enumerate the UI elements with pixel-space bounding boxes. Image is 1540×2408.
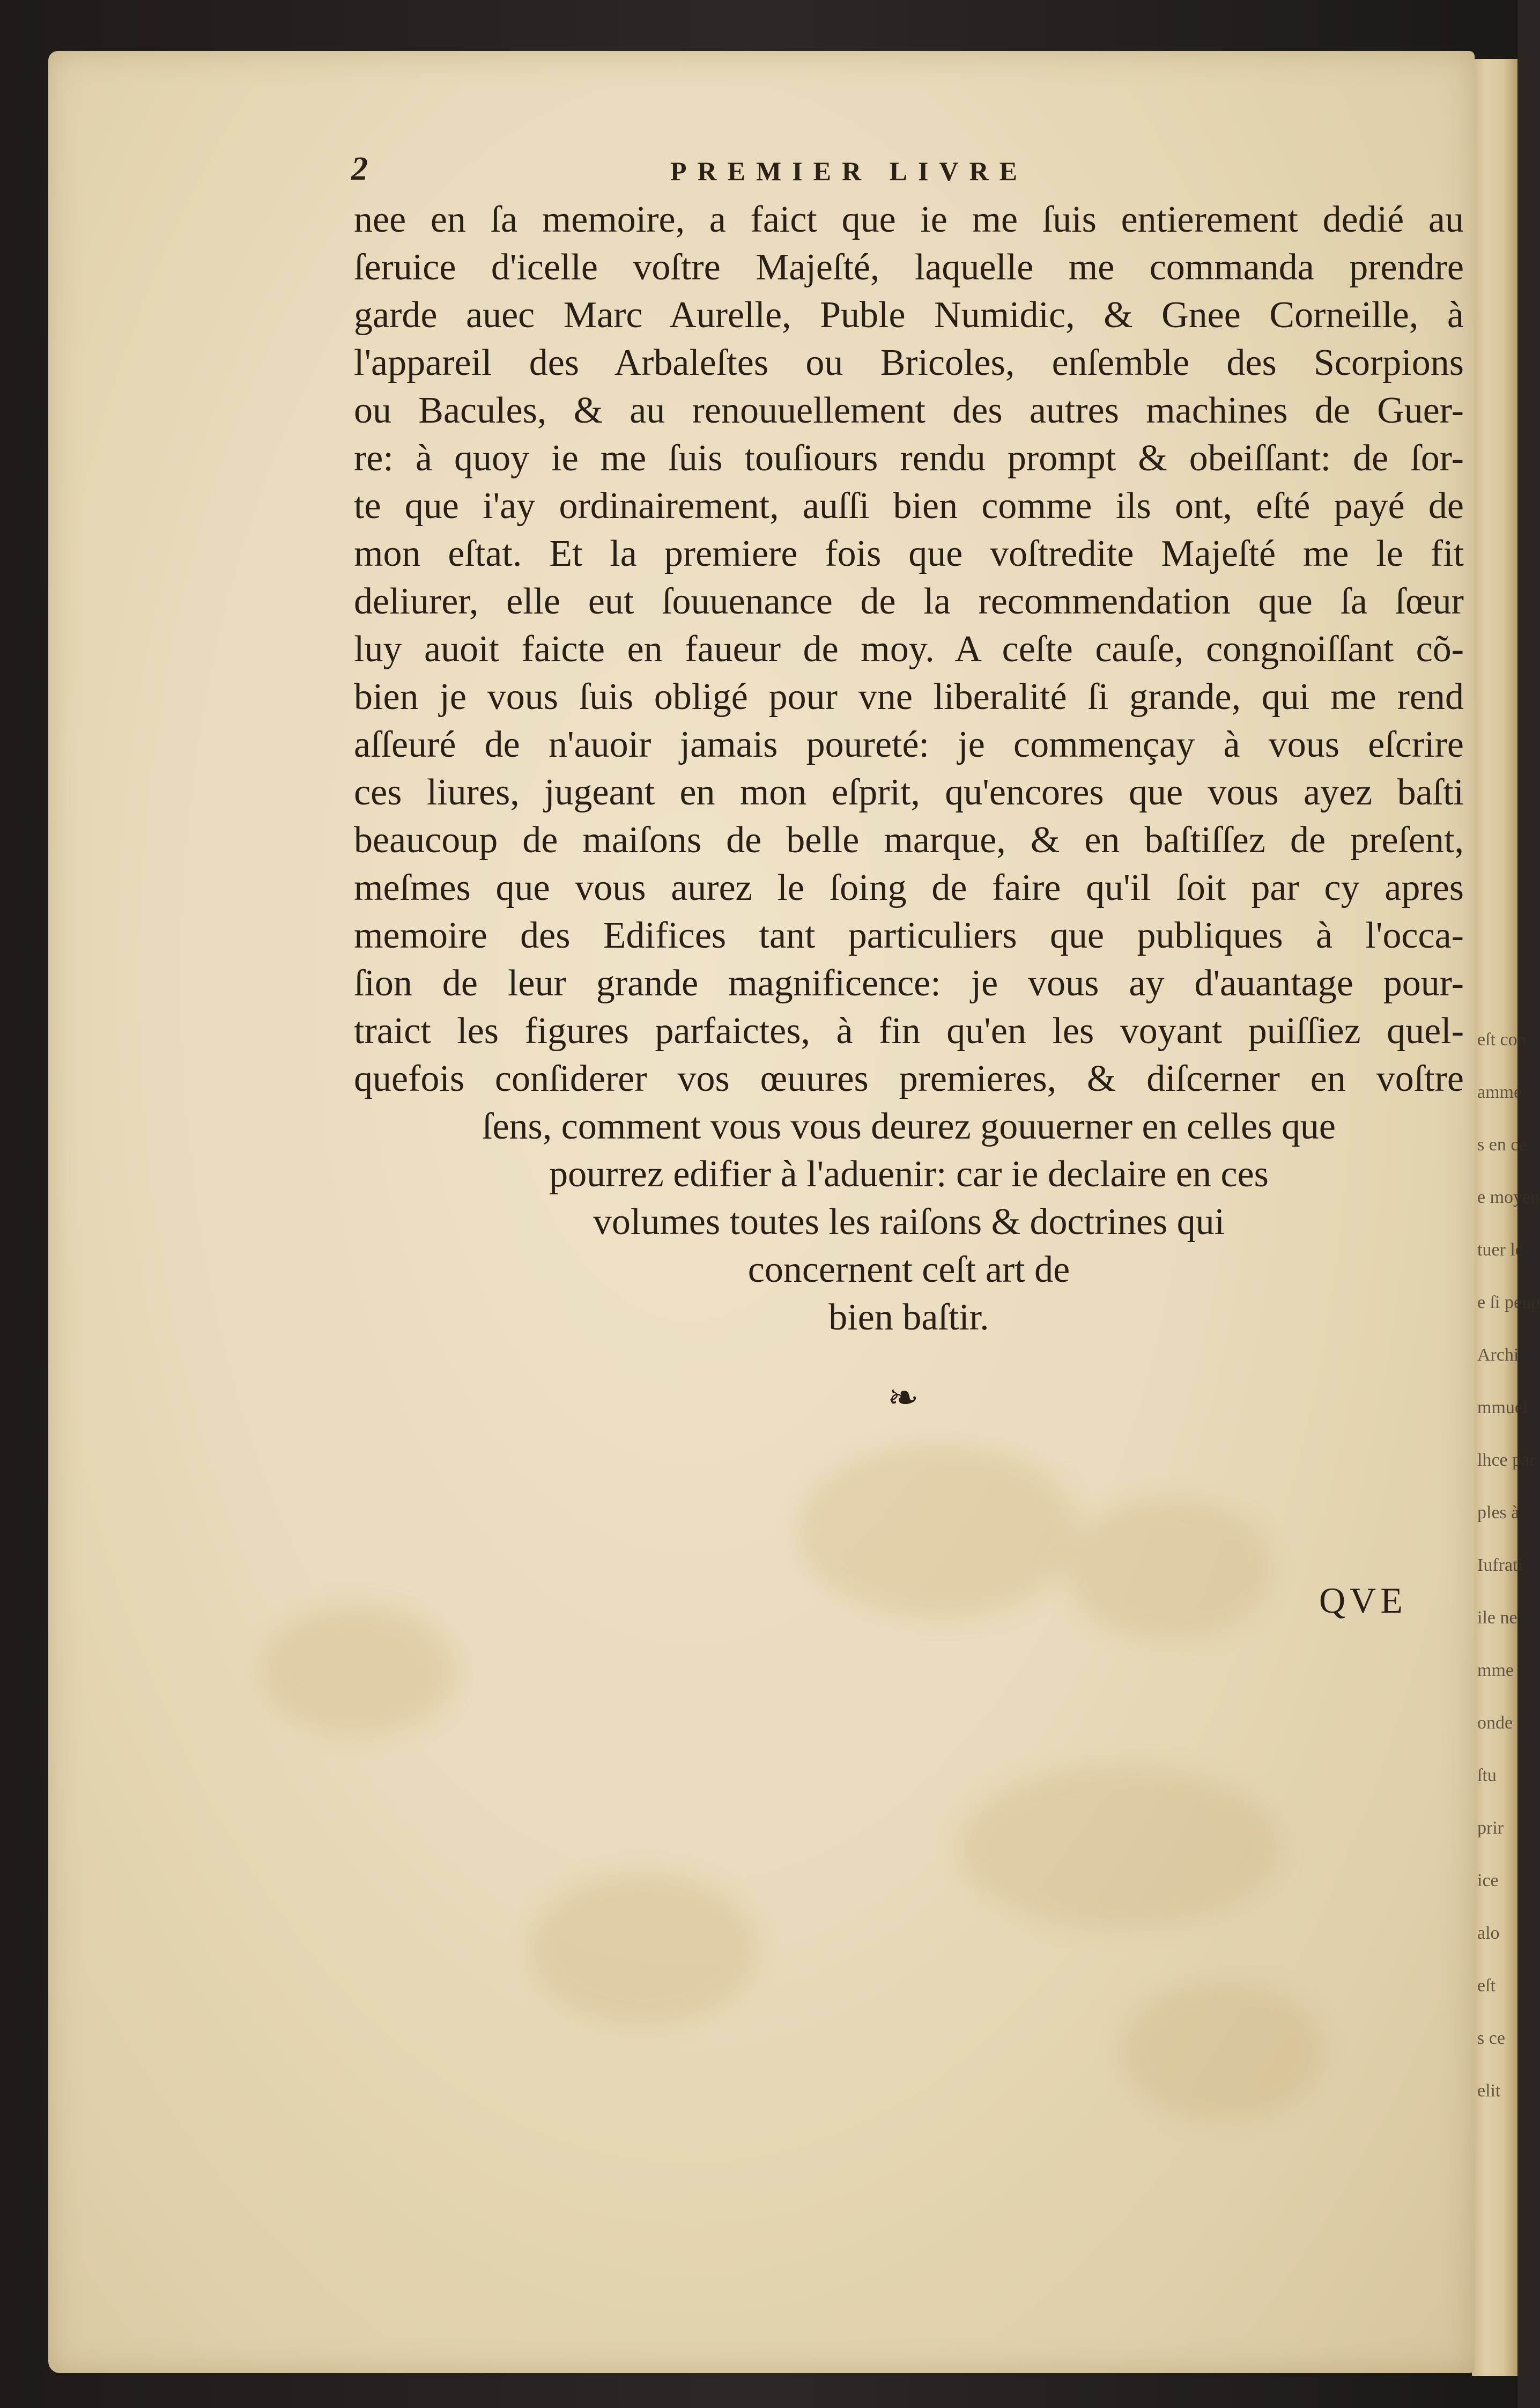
text-line: meſmes que vous aurez le ſoing de faire qu'il ſoit par cy apres <box>354 867 1464 908</box>
text-line: ces liures, jugeant en mon eſprit, qu'encores que vous ayez baſti <box>354 772 1464 813</box>
facing-fragment: mmuel <box>1477 1398 1528 1417</box>
text-line: l'appareil des Arbaleſtes ou Bricoles, enſemble des Scorpions <box>354 342 1464 383</box>
facing-fragment: alo <box>1477 1923 1500 1943</box>
fleuron-ornament: ❧ <box>887 1376 919 1420</box>
foxing-stain <box>1067 1499 1271 1638</box>
text-line: mon eſtat. Et la premiere fois que voſtredite Majeſté me le fit <box>354 533 1464 574</box>
facing-fragment: ice <box>1477 1871 1499 1890</box>
text-line: quefois conſiderer vos œuures premieres, & diſcerner en voſtre <box>354 1058 1464 1099</box>
facing-fragment: elit <box>1477 2081 1501 2101</box>
facing-fragment: e moyen <box>1477 1187 1540 1207</box>
tapered-line: pourrez edifier à l'aduenir: car ie declaire en ces <box>549 1154 1269 1195</box>
body-text <box>354 196 1464 1103</box>
foxing-stain <box>960 1767 1282 1928</box>
foxing-stain <box>1121 1982 1324 2121</box>
facing-fragment: s en ce <box>1477 1135 1527 1155</box>
text-line: aſſeuré de n'auoir jamais poureté: je commençay à vous eſcrire <box>354 724 1464 765</box>
facing-fragment: ples à <box>1477 1503 1520 1523</box>
text-line: traict les figures parfaictes, à fin qu'en les voyant puiſſiez quel- <box>354 1010 1464 1052</box>
page-number: 2 <box>351 151 368 187</box>
text-line: ſeruice d'icelle voſtre Majeſté, laquelle me commanda prendre <box>354 247 1464 288</box>
facing-fragment: ile ne <box>1477 1608 1517 1628</box>
foxing-stain <box>263 1606 456 1735</box>
facing-fragment: tuer le <box>1477 1240 1523 1260</box>
tapered-line: ſens, comment vous vous deurez gouuerner en celles que <box>482 1106 1336 1147</box>
facing-fragment: eſt <box>1477 1976 1495 1996</box>
facing-fragment: lhce par <box>1477 1450 1536 1470</box>
text-line: bien je vous ſuis obligé pour vne liberalité ſi grande, qui me rend <box>354 676 1464 718</box>
text-line: ou Bacules, & au renouuellement des autres machines de Guer- <box>354 390 1464 431</box>
facing-page-text <box>1477 1014 1540 2117</box>
facing-fragment: prir <box>1477 1818 1504 1838</box>
text-line: beaucoup de maiſons de belle marque, & en baſtiſſez de preſent, <box>354 819 1464 861</box>
text-line: re: à quoy ie me ſuis touſiours rendu prompt & obeiſſant: de ſor- <box>354 438 1464 479</box>
text-line: deliurer, elle eut ſouuenance de la recommendation que ſa ſœur <box>354 581 1464 622</box>
text-line: ſion de leur grande magnificence: je vous ay d'auantage pour- <box>354 963 1464 1004</box>
facing-fragment: onde <box>1477 1713 1513 1733</box>
tapered-paragraph-end <box>354 1103 1464 1341</box>
facing-fragment: mme <box>1477 1660 1514 1680</box>
facing-fragment: eſt con <box>1477 1030 1527 1050</box>
text-line: memoire des Edifices tant particuliers que publiques à l'occa- <box>354 915 1464 956</box>
facing-fragment: Archi <box>1477 1345 1519 1365</box>
foxing-stain <box>531 1874 756 2025</box>
foxing-stain <box>799 1445 1078 1617</box>
text-line: luy auoit faicte en faueur de moy. A ceſte cauſe, congnoiſſant cõ- <box>354 629 1464 670</box>
text-line: garde auec Marc Aurelle, Puble Numidic, & Gnee Corneille, à <box>354 294 1464 336</box>
tapered-line: concernent ceſt art de <box>747 1249 1070 1290</box>
text-line: nee en ſa memoire, a faict que ie me ſuis entierement dedié au <box>354 199 1464 240</box>
facing-page-edge <box>1472 59 1540 2376</box>
facing-fragment: e ſi peup <box>1477 1292 1540 1312</box>
tapered-line: volumes toutes les raiſons & doctrines qui <box>593 1201 1225 1243</box>
catchword: QVE <box>1319 1580 1407 1621</box>
tapered-line: bien baſtir. <box>828 1297 989 1338</box>
facing-fragment: Iufrati <box>1477 1555 1523 1575</box>
text-line: te que i'ay ordinairement, auſſi bien comme ils ont, eſté payé de <box>354 485 1464 527</box>
facing-fragment: s ce <box>1477 2028 1505 2048</box>
facing-fragment: amme <box>1477 1082 1522 1102</box>
running-header: PREMIER LIVRE <box>670 156 1028 186</box>
facing-fragment: ſtu <box>1477 1766 1497 1785</box>
